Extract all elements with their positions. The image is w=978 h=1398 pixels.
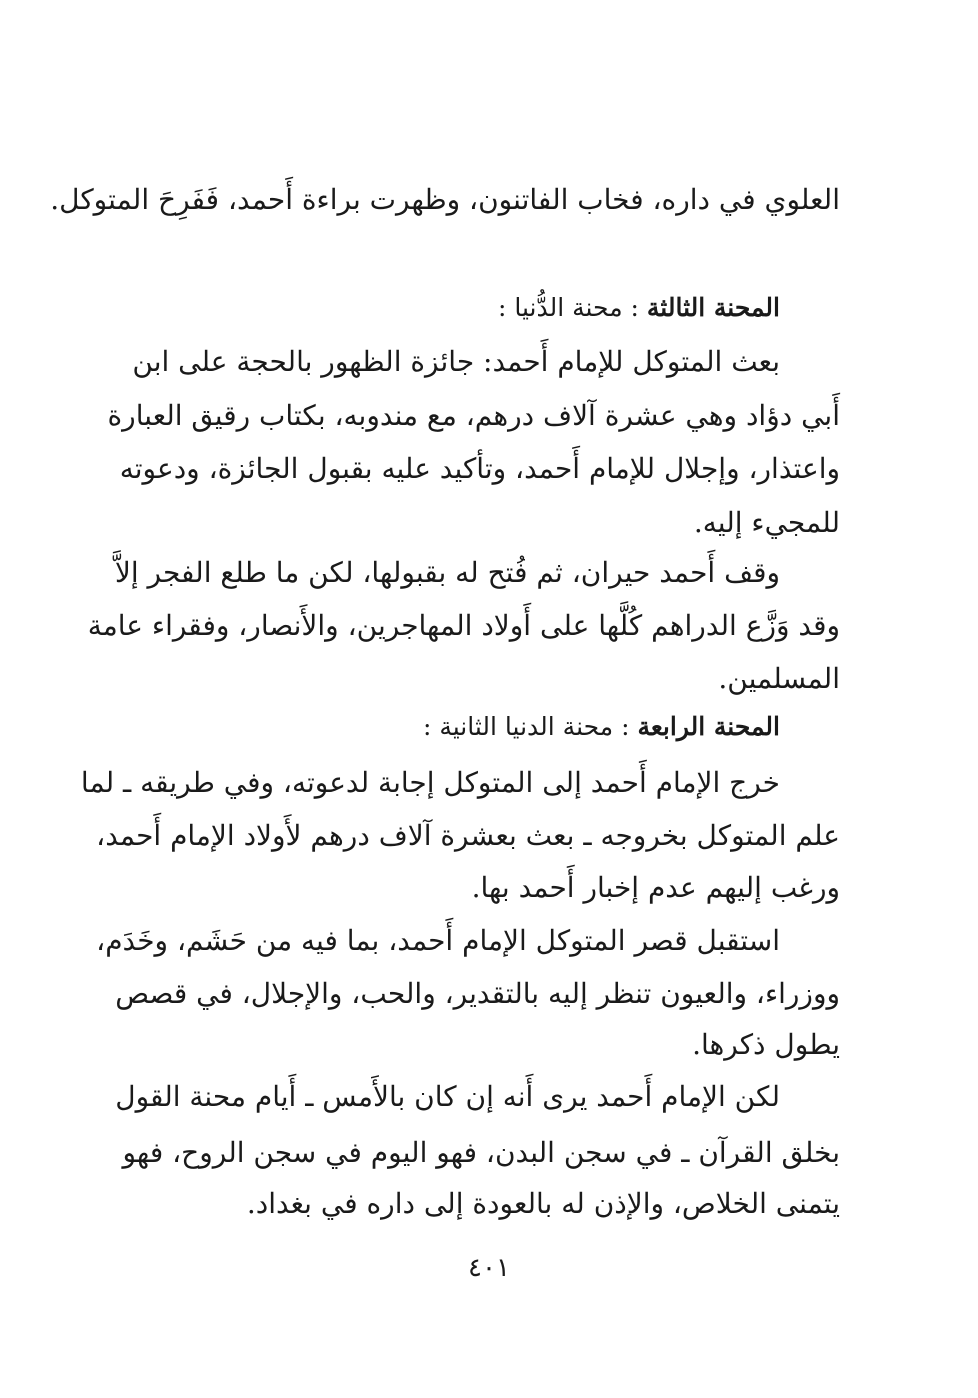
text-line: يطول ذكرها. [692, 1028, 840, 1061]
text-line: ورغب إليهم عدم إخبار أَحمد بها. [471, 871, 840, 904]
heading-title: المحنة الرابعة [637, 712, 780, 741]
text-line: خرج الإمام أَحمد إلى المتوكل إجابة لدعوته، وفي طريقه ـ لما [80, 766, 780, 799]
text-line: بعث المتوكل للإمام أَحمد: جائزة الظهور بالحجة على ابن [132, 345, 780, 378]
text-line: للمجيء إليه. [693, 506, 840, 539]
heading-subtitle: : محنة الدنيا الثانية : [422, 712, 638, 741]
text-line: وقف أَحمد حيران، ثم فُتح له بقبولها، لكن ما طلع الفجر إلاَّ [114, 556, 780, 589]
text-line: أَبي دؤاد وهي عشرة آلاف درهم، مع مندوبه، بكتاب رقيق العبارة [107, 399, 840, 432]
heading-title: المحنة الثالثة [646, 293, 780, 322]
text-line: بخلق القرآن ـ في سجن البدن، فهو اليوم في سجن الروح، فهو [122, 1136, 840, 1169]
text-line: لكن الإمام أَحمد يرى أَنه إن كان بالأَمس ـ أَيام محنة القول [115, 1080, 780, 1113]
text-line: واعتذار، وإجلال للإمام أَحمد، وتأكيد عليه بقبول الجائزة، ودعوته [119, 452, 840, 485]
text-line: علم المتوكل بخروجه ـ بعث بعشرة آلاف درهم لأَولاد الإمام أَحمد، [96, 819, 840, 852]
section-heading-fourth-trial [140, 707, 780, 747]
page-number: ٤٠١ [468, 1253, 510, 1283]
text-line: استقبل قصر المتوكل الإمام أَحمد، بما فيه من حَشَم، وخَدَم، [96, 924, 780, 957]
text-line: المسلمين. [718, 662, 840, 695]
text-line: العلوي في داره، فخاب الفاتنون، وظهرت براءة أَحمد، فَفَرِحَ المتوكل. [50, 183, 840, 216]
heading-subtitle: : محنة الدُّنيا : [497, 293, 647, 322]
text-line: يتمنى الخلاص، والإذن له بالعودة إلى داره في بغداد. [246, 1187, 840, 1220]
text-line: ووزراء، والعيون تنظر إليه بالتقدير، والحب، والإجلال، في قصص [115, 977, 840, 1010]
text-line: وقد وَزَّع الدراهم كُلَّها على أَولاد المهاجرين، والأَنصار، وفقراء عامة [87, 609, 840, 642]
section-heading-third-trial [140, 288, 780, 328]
